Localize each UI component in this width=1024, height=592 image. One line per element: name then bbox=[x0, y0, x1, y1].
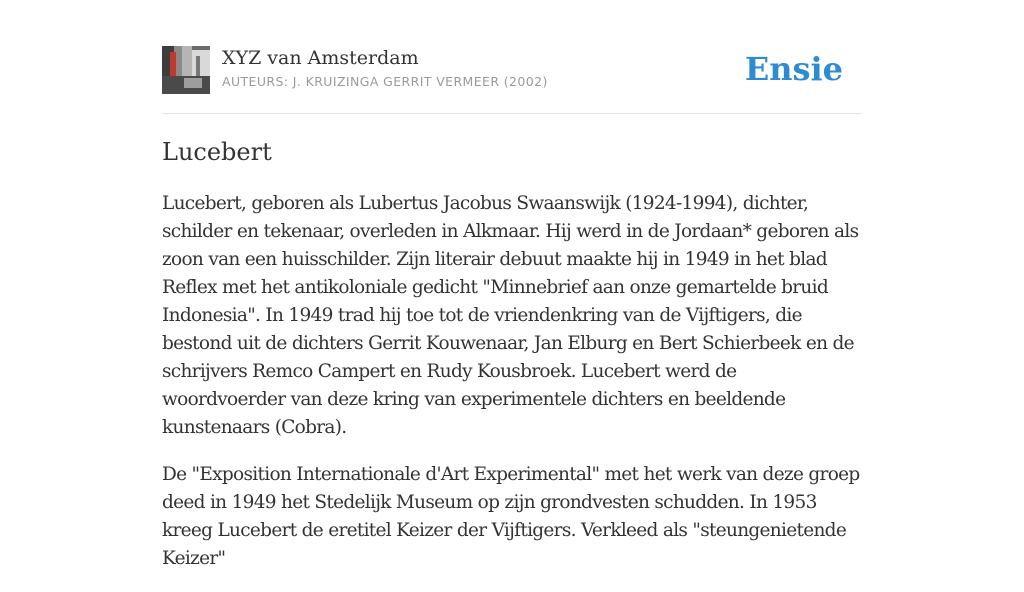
book-authors: AUTEURS: J. KRUIZINGA GERRIT VERMEER (2002) bbox=[222, 74, 548, 89]
book-title[interactable]: XYZ van Amsterdam bbox=[222, 47, 419, 69]
entry-title: Lucebert bbox=[162, 138, 272, 166]
paragraph: De "Exposition Internationale d'Art Experimental" met het werk van deze groep deed in 1949 het Stedelijk Museum op zijn grondvesten schudden. In 1953 kreeg Lucebert de eretitel Keizer der Vijftigers. Verkleed als "steungenietende Keizer" bbox=[162, 464, 860, 569]
entry-body bbox=[162, 190, 862, 592]
paragraph: Lucebert, geboren als Lubertus Jacobus Swaanswijk (1924-1994), dichter, schilder en tekenaar, overleden in Alkmaar. Hij werd in de Jordaan* geboren als zoon van een huisschilder. Zijn literair debuut maakte hij in 1949 in het blad Reflex met het antikoloniale gedicht "Minnebrief aan onze gemartelde bruid Indonesia". In 1949 trad hij toe tot de vriendenkring van de Vijftigers, die bestond uit de dichters Gerrit Kouwenaar, Jan Elburg en Bert Schierbeek en de schrijvers Remco Campert en Rudy Kousbroek. Lucebert werd de woordvoerder van deze kring van experimentele dichters en beeldende kunstenaars (Cobra). bbox=[162, 193, 859, 438]
book-cover-avatar[interactable] bbox=[162, 46, 210, 94]
book-cover-image bbox=[162, 46, 210, 94]
entry-header bbox=[162, 46, 862, 114]
ensie-logo[interactable]: Ensie bbox=[744, 50, 843, 88]
